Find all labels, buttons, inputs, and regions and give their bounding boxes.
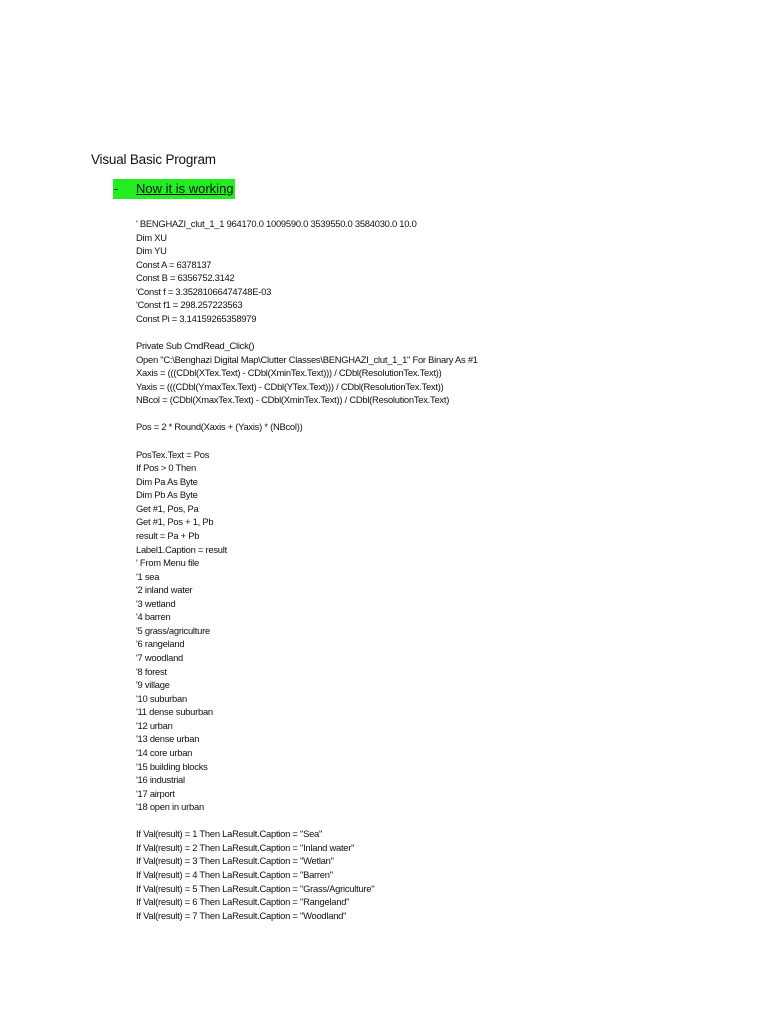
highlighted-bullet — [113, 179, 235, 199]
code-line: If Val(result) = 7 Then LaResult.Caption = "Woodland" — [136, 909, 347, 921]
code-line: '4 barren — [136, 611, 171, 623]
code-line: Dim Pa As Byte — [136, 475, 198, 487]
code-blank-line — [136, 814, 478, 828]
code-line: '5 grass/agriculture — [136, 624, 210, 636]
code-line: Const B = 6356752.3142 — [136, 272, 235, 284]
code-line: If Val(result) = 4 Then LaResult.Caption = "Barren" — [136, 869, 333, 880]
code-line: If Val(result) = 6 Then LaResult.Caption = "Rangeland" — [136, 896, 350, 908]
code-line: '7 woodland — [136, 652, 183, 663]
code-line: Get #1, Pos + 1, Pb — [136, 516, 214, 528]
code-line: Pos = 2 * Round(Xaxis + (Yaxis) * (NBcol)) — [136, 421, 303, 433]
code-line: result = Pa + Pb — [136, 529, 200, 541]
code-line: '10 suburban — [136, 692, 187, 704]
code-line: Get #1, Pos, Pa — [136, 502, 199, 514]
document-heading: Visual Basic Program — [91, 152, 216, 167]
code-line: '3 wetland — [136, 597, 176, 609]
code-line: '6 rangeland — [136, 638, 185, 650]
code-line: Label1.Caption = result — [136, 543, 227, 555]
code-line: Dim Pb As Byte — [136, 489, 198, 501]
code-line: '16 industrial — [136, 774, 185, 786]
code-line: Yaxis = (((CDbl(YmaxTex.Text) - CDbl(YTex.Text))) / CDbl(ResolutionTex.Text)) — [136, 380, 444, 392]
code-line: '11 dense suburban — [136, 706, 213, 718]
code-line: NBcol = (CDbl(XmaxTex.Text) - CDbl(XminTex.Text)) / CDbl(ResolutionTex.Text) — [136, 394, 450, 406]
code-line: '13 dense urban — [136, 733, 200, 745]
code-line: '12 urban — [136, 719, 173, 731]
code-line: Dim XU — [136, 231, 167, 243]
code-line: Const Pi = 3.14159265358979 — [136, 312, 257, 324]
code-line: '1 sea — [136, 570, 160, 582]
code-line: If Val(result) = 1 Then LaResult.Caption = "Sea" — [136, 828, 323, 840]
code-line: '17 airport — [136, 787, 175, 799]
code-listing — [136, 217, 478, 922]
bullet-marker: - — [114, 181, 119, 196]
code-line: If Val(result) = 3 Then LaResult.Caption = "Wetlan" — [136, 855, 334, 867]
code-line: '18 open in urban — [136, 801, 204, 813]
code-line: Dim YU — [136, 245, 167, 257]
bullet-text: Now it is working — [136, 181, 234, 196]
code-line: ' BENGHAZI_clut_1_1 964170.0 1009590.0 3539550.0 3584030.0 10.0 — [136, 218, 417, 229]
code-line: ' From Menu file — [136, 557, 199, 569]
code-line: Xaxis = (((CDbl(XTex.Text) - CDbl(XminTex.Text))) / CDbl(ResolutionTex.Text)) — [136, 367, 442, 379]
code-line: Const A = 6378137 — [136, 258, 212, 270]
code-line: If Val(result) = 5 Then LaResult.Caption = "Grass/Agriculture" — [136, 882, 375, 894]
code-line: '8 forest — [136, 665, 167, 677]
code-line: 'Const f1 = 298.257223563 — [136, 299, 243, 311]
code-line: '15 building blocks — [136, 760, 208, 772]
code-line: PosTex.Text = Pos — [136, 448, 210, 460]
code-line: If Val(result) = 2 Then LaResult.Caption = "Inland water" — [136, 841, 355, 853]
code-blank-line — [136, 407, 478, 421]
code-line: Private Sub CmdRead_Click() — [136, 340, 255, 352]
code-line: Open "C:\Benghazi Digital Map\Clutter Classes\BENGHAZI_clut_1_1" For Binary As #1 — [136, 353, 478, 365]
code-line: '9 village — [136, 679, 170, 691]
code-line: If Pos > 0 Then — [136, 462, 196, 474]
code-line: '2 inland water — [136, 584, 193, 596]
code-line: 'Const f = 3.35281066474748E-03 — [136, 285, 272, 297]
code-blank-line — [136, 434, 478, 448]
code-line: '14 core urban — [136, 746, 193, 758]
code-blank-line — [136, 326, 478, 340]
